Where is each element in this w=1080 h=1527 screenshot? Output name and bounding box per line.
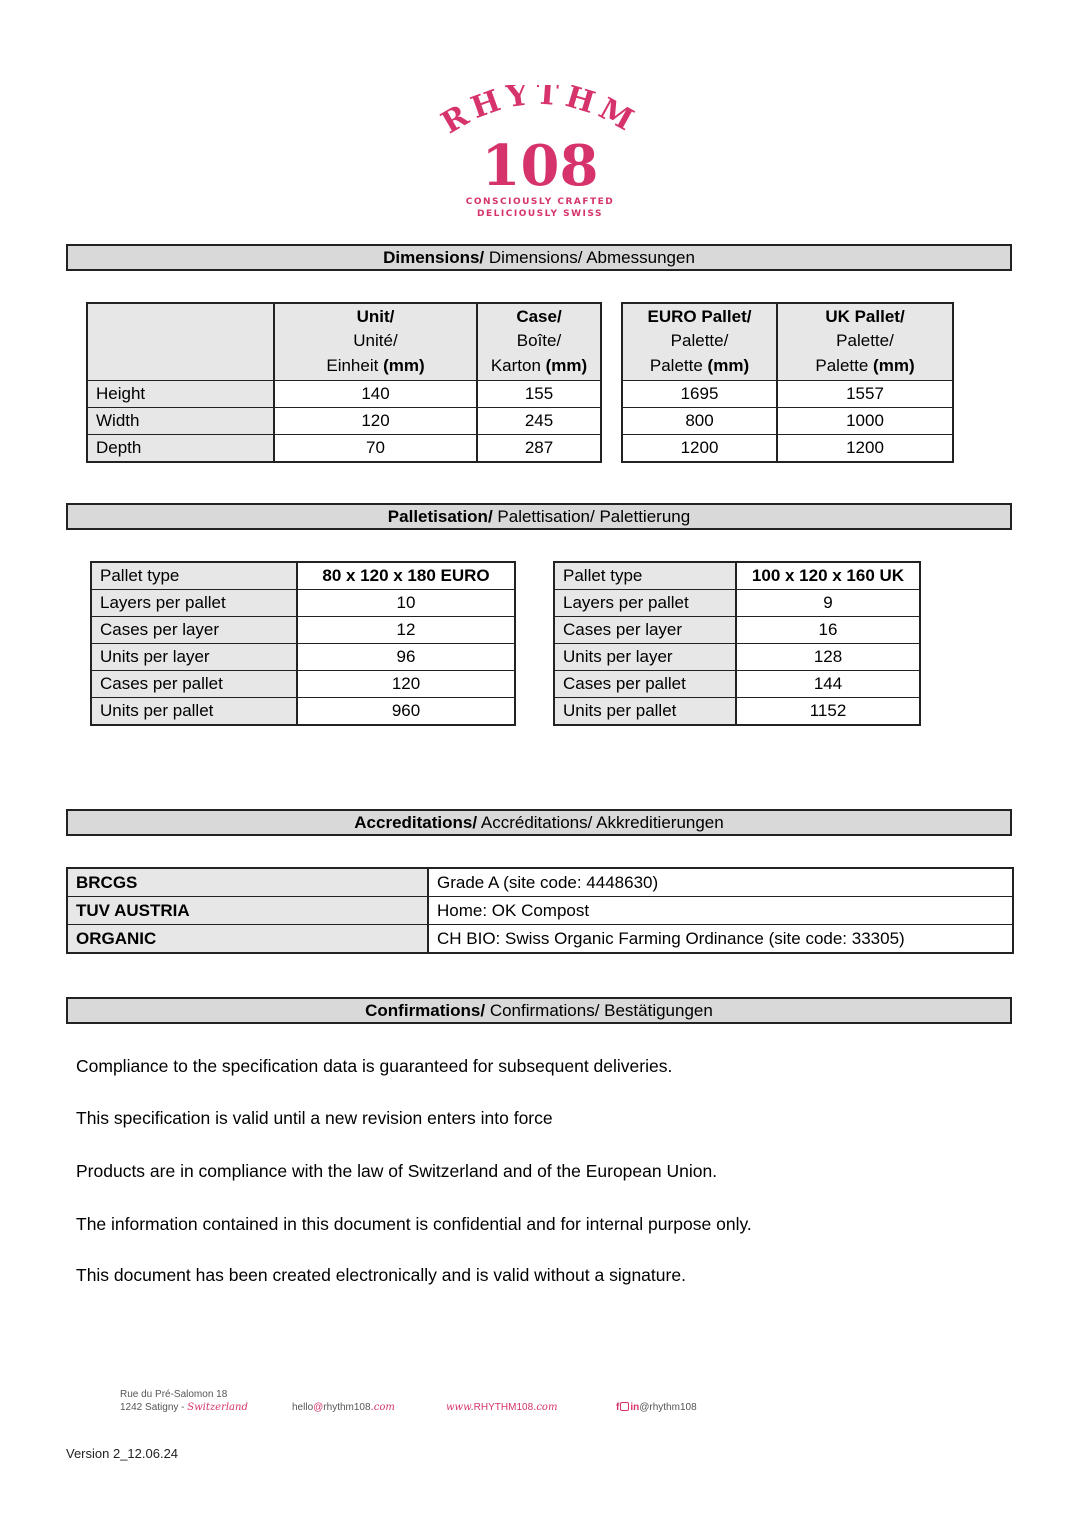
footer-social: f in@rhythm108 <box>616 1402 697 1413</box>
dim-row-width: Width 120 245 <box>87 408 601 435</box>
table-row: Pallet type 100 x 120 x 160 UK <box>554 562 920 590</box>
table-row: Units per layer 96 <box>91 644 515 671</box>
table-row: Units per pallet 1152 <box>554 698 920 726</box>
table-row: Cases per pallet 144 <box>554 671 920 698</box>
table-row: Cases per pallet 120 <box>91 671 515 698</box>
confirmation-line: Compliance to the specification data is guaranteed for subsequent deliveries. <box>76 1056 673 1076</box>
header-uk-pallet: UK Pallet/ Palette/ Palette (mm) <box>777 303 953 381</box>
instagram-icon[interactable] <box>620 1402 629 1411</box>
footer-address: Rue du Pré-Salomon 18 1242 Satigny - Switzerland <box>120 1389 248 1413</box>
header-unit: Unit/ Unité/ Einheit (mm) <box>274 303 477 381</box>
version-label: Version 2_12.06.24 <box>66 1446 179 1461</box>
svg-text:DELICIOUSLY SWISS: DELICIOUSLY SWISS <box>477 209 603 219</box>
svg-text:RHYTHM: RHYTHM <box>435 85 645 142</box>
table-row: TUV AUSTRIA Home: OK Compost <box>67 897 1013 925</box>
dim-row-depth: Depth 70 287 <box>87 435 601 463</box>
accreditations-table <box>66 867 1014 954</box>
header-empty <box>87 303 274 381</box>
table-row: Layers per pallet 9 <box>554 590 920 617</box>
pallet-dim-row-width: 800 1000 <box>622 408 953 435</box>
footer-website[interactable]: www.RHYTHM108.com <box>446 1402 558 1413</box>
pallet-table-euro <box>90 561 516 726</box>
rhythm108-logo <box>430 85 650 225</box>
table-row: Units per pallet 960 <box>91 698 515 726</box>
table-row: BRCGS Grade A (site code: 4448630) <box>67 868 1013 897</box>
pallet-dim-row-depth: 1200 1200 <box>622 435 953 463</box>
confirmation-line: The information contained in this document is confidential and for internal purpose only. <box>76 1214 752 1234</box>
section-header-palletisation: Palletisation/ Palettisation/ Palettierung <box>66 503 1012 530</box>
pallet-table-uk <box>553 561 921 726</box>
confirmation-line: This specification is valid until a new revision enters into force <box>76 1108 553 1128</box>
footer-email[interactable]: hello@rhythm108.com <box>292 1402 395 1413</box>
table-row: Layers per pallet 10 <box>91 590 515 617</box>
header-case: Case/ Boîte/ Karton (mm) <box>477 303 601 381</box>
section-header-confirmations: Confirmations/ Confirmations/ Bestätigungen <box>66 997 1012 1024</box>
confirmation-line: Products are in compliance with the law of Switzerland and of the European Union. <box>76 1161 718 1181</box>
table-row: ORGANIC CH BIO: Swiss Organic Farming Ordinance (site code: 33305) <box>67 925 1013 954</box>
section-header-dimensions: Dimensions/ Dimensions/ Abmessungen <box>66 244 1012 271</box>
table-row: Cases per layer 16 <box>554 617 920 644</box>
facebook-icon[interactable]: f <box>616 1402 620 1413</box>
dim-row-height: Height 140 155 <box>87 381 601 408</box>
linkedin-icon[interactable]: in <box>630 1402 640 1413</box>
table-row: Cases per layer 12 <box>91 617 515 644</box>
dimensions-table-unit-case <box>86 302 602 463</box>
header-euro-pallet: EURO Pallet/ Palette/ Palette (mm) <box>622 303 777 381</box>
table-row: Units per layer 128 <box>554 644 920 671</box>
pallet-dim-row-height: 1695 1557 <box>622 381 953 408</box>
section-header-accreditations: Accreditations/ Accréditations/ Akkreditierungen <box>66 809 1012 836</box>
svg-text:CONSCIOUSLY CRAFTED: CONSCIOUSLY CRAFTED <box>465 197 615 207</box>
dimensions-table-pallets <box>621 302 954 463</box>
confirmation-line: This document has been created electronically and is valid without a signature. <box>76 1265 686 1285</box>
table-row: Pallet type 80 x 120 x 180 EURO <box>91 562 515 590</box>
svg-text:108: 108 <box>481 133 599 199</box>
